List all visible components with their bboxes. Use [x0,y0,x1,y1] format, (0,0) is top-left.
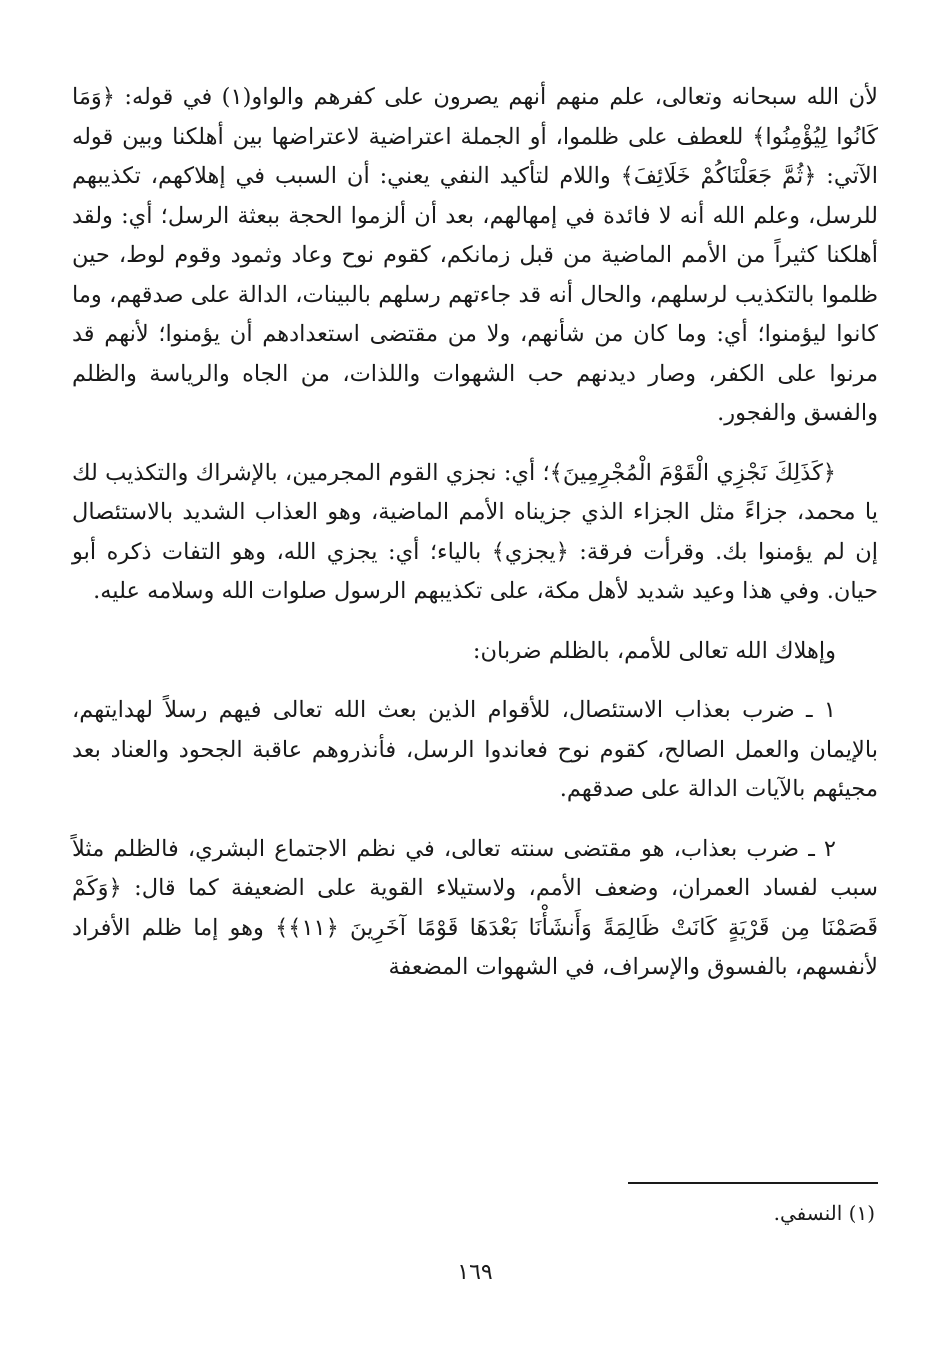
page-number: ١٦٩ [457,1260,493,1285]
paragraph-2: ﴿كَذَلِكَ نَجْزِي الْقَوْمَ الْمُجْرِمِينَ﴾؛ أي: نجزي القوم المجرمين، بالإشراك والتكذيب لك يا محمد، جزاءً مثل الجزاء الذي جزيناه الأمم الماضية، وهو العذاب الشديد بالاستئصال إن لم يؤمنوا بك. وقرأت فرقة: ﴿يجزي﴾ بالياء؛ أي: يجزي الله، وهو التفات ذكره أبو حيان. وفي هذا وعيد شديد لأهل مكة، على تكذيبهم الرسول صلوات الله وسلامه عليه. [72,459,878,604]
footnote: (١) النسفي. [773,1201,875,1225]
paragraph-1: لأن الله سبحانه وتعالى، علم منهم أنهم يصرون على كفرهم والواو(١) في قوله: ﴿وَمَا كَانُوا لِيُؤْمِنُوا﴾ للعطف على ظلموا، أو الجملة اعتراضية لاعتراضها بين أهلكنا وبين قوله الآتي: ﴿ثُمَّ جَعَلْنَاكُمْ خَلَائِفَ﴾ واللام لتأكيد النفي يعني: أن السبب في إهلاكهم، تكذيبهم للرسل، وعلم الله أنه لا فائدة في إمهالهم، بعد أن ألزموا الحجة ببعثة الرسل؛ أي: ولقد أهلكنا كثيراً من الأمم الماضية من قبل زمانكم، كقوم نوح وعاد وثمود وقوم لوط، حين ظلموا بالتكذيب لرسلهم، والحال أنه قد جاءتهم رسلهم بالبينات، الدالة على صدقهم، وما كانوا ليؤمنوا؛ أي: وما كان من شأنهم، ولا من مقتضى استعدادهم أن يؤمنوا؛ لأنهم قد مرنوا على الكفر، وصار ديدنهم حب الشهوات واللذات، من الجاه والرياسة والظلم والفسق والفجور. [72,84,878,426]
paragraph-3: وإهلاك الله تعالى للأمم، بالظلم ضربان: [472,637,836,664]
footnote-divider [628,1182,878,1184]
body-text [72,78,878,988]
paragraph-4: ١ ـ ضرب بعذاب الاستئصال، للأقوام الذين بعث الله تعالى فيهم رسلاً لهدايتهم، بالإيمان والعمل الصالح، كقوم نوح فعاندوا الرسل، فأنذروهم عاقبة الجحود والعناد بعد مجيئهم بالآيات الدالة على صدقهم. [72,697,878,802]
paragraph-5: ٢ ـ ضرب بعذاب، هو مقتضى سنته تعالى، في نظم الاجتماع البشري، فالظلم مثلاً سبب لفساد العمران، وضعف الأمم، ولاستيلاء القوية على الضعيفة كما قال: ﴿وَكَمْ قَصَمْنَا مِن قَرْيَةٍ كَانَتْ ظَالِمَةً وَأَنشَأْنَا بَعْدَهَا قَوْمًا آخَرِينَ ﴿١١﴾﴾ وهو إما ظلم الأفراد لأنفسهم، بالفسوق والإسراف، في الشهوات المضعفة [72,835,878,980]
